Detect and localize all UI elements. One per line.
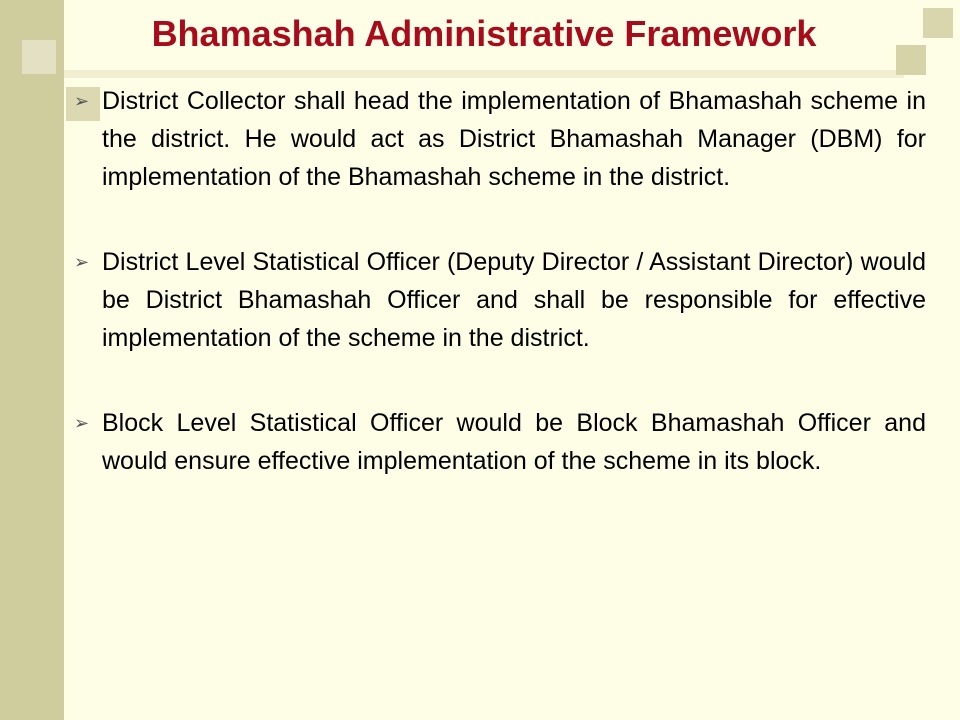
bullet-text: Block Level Statistical Officer would be Block Bhamashah Officer and would ensure effective implementation of the scheme in its block. — [102, 409, 926, 475]
arrow-bullet-icon: ➢ — [74, 252, 90, 272]
bullet-item — [74, 82, 926, 196]
left-decorative-band — [0, 0, 64, 720]
decorative-square — [22, 40, 56, 74]
bullet-list — [74, 82, 926, 527]
title-underline-band — [64, 70, 904, 78]
bullet-item — [74, 243, 926, 357]
decorative-square — [923, 8, 953, 38]
bullet-text: District Collector shall head the implementation of Bhamashah scheme in the district. He would act as District Bhamashah Manager (DBM) for implementation of the Bhamashah scheme in the district. — [102, 87, 926, 191]
arrow-bullet-icon: ➢ — [74, 413, 90, 433]
slide-title: Bhamashah Administrative Framework — [151, 13, 817, 54]
bullet-text: District Level Statistical Officer (Deputy Director / Assistant Director) would be District Bhamashah Officer and shall be responsible for effective implementation of the scheme in the district. — [102, 248, 926, 352]
bullet-item — [74, 404, 926, 480]
arrow-bullet-icon: ➢ — [74, 91, 90, 111]
